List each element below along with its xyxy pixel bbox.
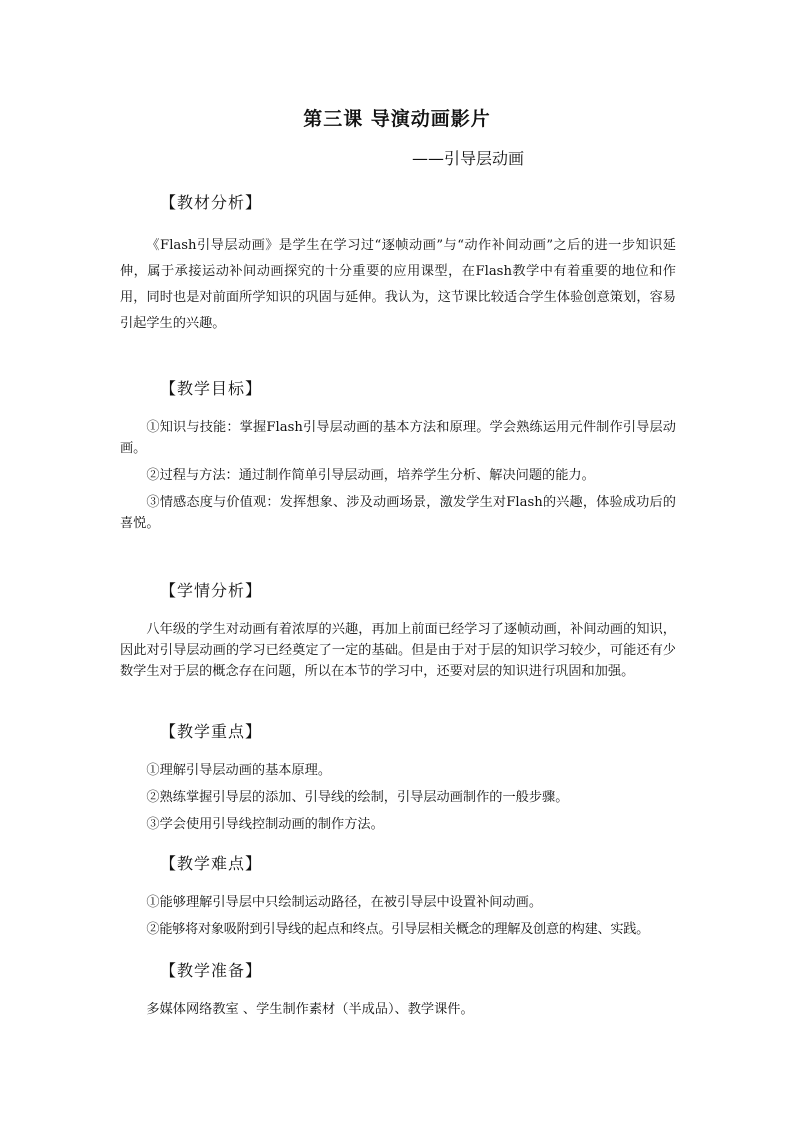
paragraph-analysis: 《Flash引导层动画》是学生在学习过“逐帧动画”与“动作补间动画”之后的进一步知识延伸，属于承接运动补间动画探究的十分重要的应用课型，在Flash教学中有着重要的地位和作用，同时也是对前面所学知识的巩固与延伸。我认为，这节课比较适合学生体验创意策划，容易引起学生的兴趣。	[120, 238, 676, 331]
difficulty-item-2: ②能够将对象吸附到引导线的起点和终点。引导层相关概念的理解及创意的构建、实践。	[146, 922, 650, 937]
goal-item-3: ③情感态度与价值观：发挥想象、涉及动画场景，激发学生对Flash的兴趣，体验成功后的喜悦。	[120, 495, 676, 531]
paragraph-preparation: 多媒体网络教室 、学生制作素材（半成品）、教学课件。	[146, 1002, 474, 1017]
heading-key-points: 【教学重点】	[160, 722, 263, 741]
heading-students: 【学情分析】	[160, 581, 263, 600]
lesson-subtitle: ——引导层动画	[412, 149, 525, 168]
heading-analysis: 【教材分析】	[160, 193, 263, 212]
goal-item-1: ①知识与技能：掌握Flash引导层动画的基本方法和原理。学会熟练运用元件制作引导层动画。	[120, 420, 676, 456]
key-point-item-3: ③学会使用引导线控制动画的制作方法。	[146, 817, 384, 832]
heading-difficulties: 【教学难点】	[160, 854, 263, 873]
heading-preparation: 【教学准备】	[160, 961, 263, 980]
paragraph-students: 八年级的学生对动画有着浓厚的兴趣，再加上前面已经学习了逐帧动画，补间动画的知识，因此对引导层动画的学习已经奠定了一定的基础。但是由于对于层的知识学习较少，可能还有少数学生对于层的概念存在问题，所以在本节的学习中，还要对层的知识进行巩固和加强。	[120, 622, 676, 679]
lesson-title: 第三课 导演动画影片	[303, 108, 491, 130]
key-point-item-1: ①理解引导层动画的基本原理。	[146, 763, 332, 778]
difficulty-item-1: ①能够理解引导层中只绘制运动路径，在被引导层中设置补间动画。	[146, 895, 543, 910]
heading-goals: 【教学目标】	[160, 379, 263, 398]
key-point-item-2: ②熟练掌握引导层的添加、引导线的绘制，引导层动画制作的一般步骤。	[146, 790, 569, 805]
goal-item-2: ②过程与方法：通过制作简单引导层动画，培养学生分析、解决问题的能力。	[146, 468, 595, 483]
